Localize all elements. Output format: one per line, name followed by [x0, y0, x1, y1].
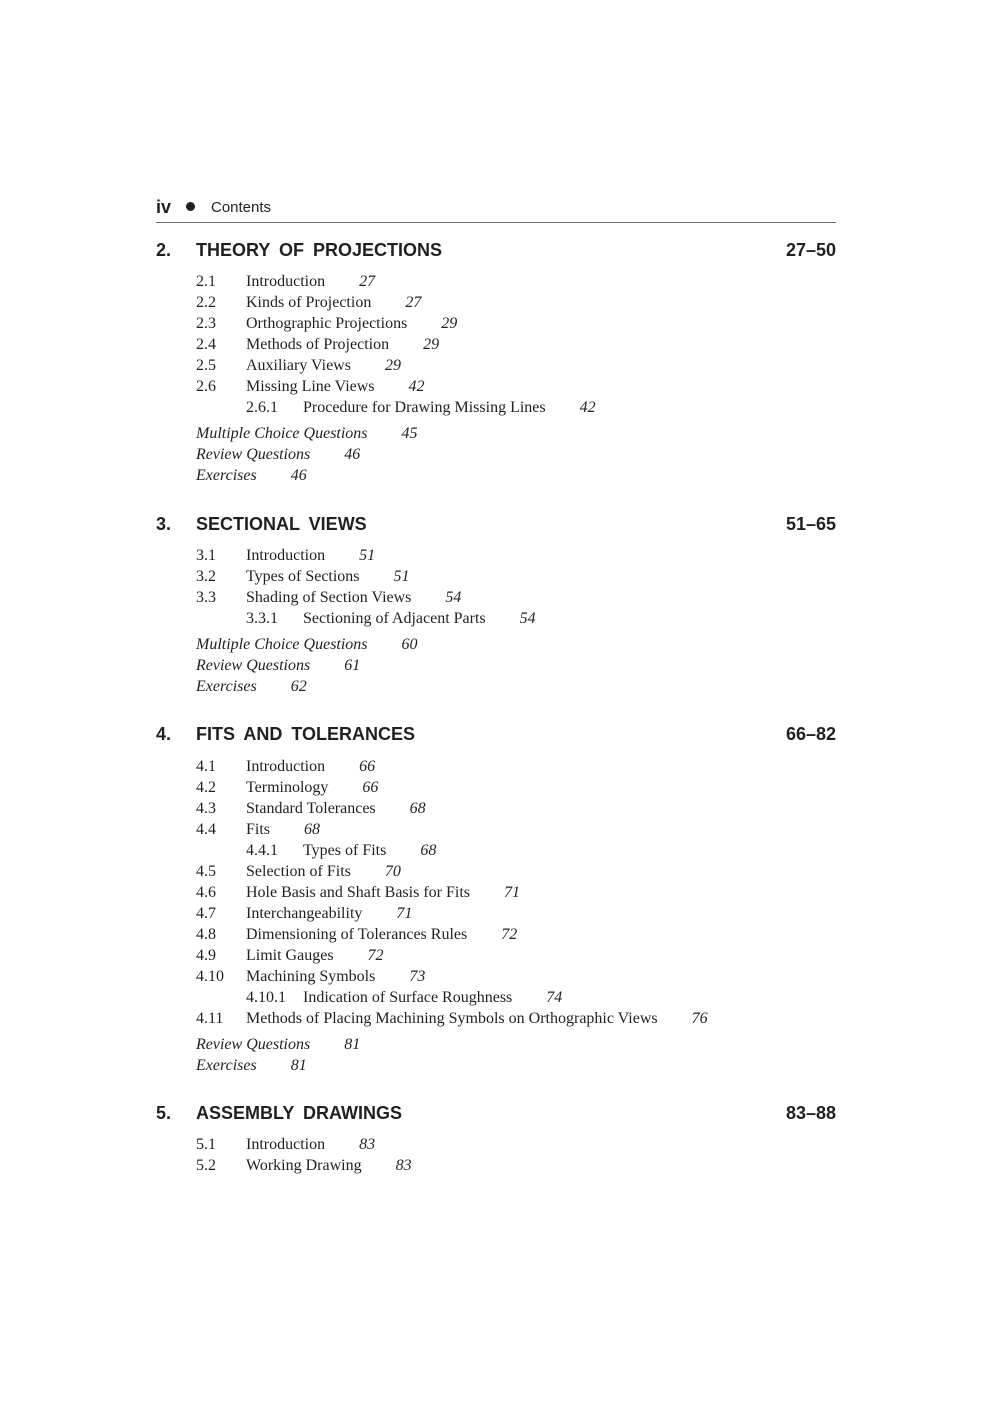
chapter-heading — [156, 723, 836, 745]
section-number: 3.1 — [196, 547, 216, 564]
section-page: 29 — [441, 315, 458, 332]
end-matter-title: Multiple Choice Questions — [196, 425, 368, 442]
end-matter-title: Review Questions — [196, 1036, 311, 1053]
section-title: Methods of Projection — [246, 336, 390, 353]
section-page: 72 — [367, 947, 384, 964]
end-matter-page: 46 — [344, 446, 361, 463]
subsection-number: 2.6.1 — [246, 399, 278, 416]
end-matter-title: Exercises — [196, 678, 257, 695]
subsection-number: 4.4.1 — [246, 842, 278, 859]
chapter-title: FITS AND TOLERANCES — [196, 724, 416, 744]
section-page: 68 — [304, 821, 321, 838]
section-title: Introduction — [246, 273, 326, 290]
section-title: Introduction — [246, 758, 326, 775]
section-number: 2.1 — [196, 273, 216, 290]
section-number: 2.6 — [196, 378, 216, 395]
section-number: 4.5 — [196, 863, 216, 880]
running-header — [156, 196, 836, 223]
section-title: Introduction — [246, 1136, 326, 1153]
subsection-title: Types of Fits — [303, 842, 387, 859]
section-title: Selection of Fits — [246, 863, 351, 880]
section-page: 70 — [384, 863, 401, 880]
section-number: 2.5 — [196, 357, 216, 374]
section-title: Interchangeability — [246, 905, 363, 922]
section-page: 76 — [691, 1010, 708, 1027]
section-title: Standard Tolerances — [246, 800, 376, 817]
section-page: 27 — [359, 273, 376, 290]
section-title: Kinds of Projection — [246, 294, 372, 311]
section-page: 66 — [362, 779, 379, 796]
section-page: 68 — [409, 800, 426, 817]
chapter-title: THEORY OF PROJECTIONS — [196, 240, 443, 260]
end-matter-page: 60 — [401, 636, 418, 653]
end-matter-title: Review Questions — [196, 446, 311, 463]
chapter-page-range: 83–88 — [785, 1103, 836, 1123]
chapter-number: 2. — [156, 240, 172, 260]
chapter-page-range: 51–65 — [785, 514, 836, 534]
end-matter-page: 61 — [344, 657, 361, 674]
section-number: 4.4 — [196, 821, 216, 838]
section-title: Fits — [246, 821, 271, 838]
running-title: Contents — [211, 199, 272, 216]
section-page: 29 — [423, 336, 440, 353]
subsection-page: 74 — [546, 989, 563, 1006]
subsection-title: Procedure for Drawing Missing Lines — [303, 399, 546, 416]
subsection-title: Indication of Surface Roughness — [303, 989, 513, 1006]
chapter-page-range: 27–50 — [785, 240, 836, 260]
section-number: 5.2 — [196, 1157, 216, 1174]
section-number: 4.2 — [196, 779, 216, 796]
section-number: 4.3 — [196, 800, 216, 817]
section-title: Types of Sections — [246, 568, 360, 585]
section-page: 54 — [445, 589, 462, 606]
end-matter-page: 62 — [290, 678, 307, 695]
section-number: 3.2 — [196, 568, 216, 585]
section-page: 83 — [395, 1157, 412, 1174]
section-number: 4.8 — [196, 926, 216, 943]
chapter-heading — [156, 239, 836, 261]
section-page: 83 — [359, 1136, 376, 1153]
end-matter-page: 81 — [290, 1057, 307, 1074]
section-page: 42 — [408, 378, 425, 395]
section-title: Working Drawing — [246, 1157, 362, 1174]
end-matter-title: Exercises — [196, 467, 257, 484]
section-number: 3.3 — [196, 589, 216, 606]
section-title: Hole Basis and Shaft Basis for Fits — [246, 884, 470, 901]
section-page: 51 — [393, 568, 410, 585]
section-number: 4.11 — [196, 1010, 224, 1027]
end-matter-title: Review Questions — [196, 657, 311, 674]
section-title: Methods of Placing Machining Symbols on Orthographic Views — [246, 1010, 658, 1027]
chapter-page-range: 66–82 — [785, 724, 836, 744]
section-number: 2.4 — [196, 336, 216, 353]
section-title: Orthographic Projections — [246, 315, 408, 332]
bullet-icon — [186, 202, 195, 211]
chapter-title: ASSEMBLY DRAWINGS — [196, 1103, 403, 1123]
section-title: Terminology — [246, 779, 329, 796]
section-title: Introduction — [246, 547, 326, 564]
subsection-page: 54 — [519, 610, 536, 627]
page-number: iv — [156, 197, 172, 217]
section-number: 4.6 — [196, 884, 216, 901]
section-number: 4.10 — [196, 968, 224, 985]
section-number: 4.1 — [196, 758, 216, 775]
subsection-number: 4.10.1 — [246, 989, 286, 1006]
section-number: 4.9 — [196, 947, 216, 964]
section-page: 73 — [409, 968, 426, 985]
section-number: 2.3 — [196, 315, 216, 332]
section-page: 51 — [359, 547, 376, 564]
chapter-number: 5. — [156, 1103, 172, 1123]
section-title: Dimensioning of Tolerances Rules — [246, 926, 468, 943]
subsection-page: 68 — [420, 842, 437, 859]
section-title: Shading of Section Views — [246, 589, 412, 606]
section-page: 27 — [405, 294, 422, 311]
chapter-heading — [156, 1102, 836, 1124]
section-title: Limit Gauges — [246, 947, 334, 964]
subsection-page: 42 — [579, 399, 596, 416]
end-matter-page: 45 — [401, 425, 418, 442]
chapter-number: 3. — [156, 514, 172, 534]
section-title: Auxiliary Views — [246, 357, 351, 374]
end-matter-title: Multiple Choice Questions — [196, 636, 368, 653]
section-page: 71 — [504, 884, 520, 901]
section-title: Machining Symbols — [246, 968, 376, 985]
section-number: 5.1 — [196, 1136, 216, 1153]
section-page: 72 — [501, 926, 518, 943]
chapter-number: 4. — [156, 724, 172, 744]
subsection-title: Sectioning of Adjacent Parts — [303, 610, 486, 627]
subsection-number: 3.3.1 — [246, 610, 278, 627]
section-page: 66 — [359, 758, 376, 775]
section-page: 71 — [396, 905, 413, 922]
section-page: 29 — [384, 357, 401, 374]
end-matter-title: Exercises — [196, 1057, 257, 1074]
chapter-heading — [156, 513, 836, 535]
end-matter-page: 81 — [344, 1036, 361, 1053]
chapter-title: SECTIONAL VIEWS — [196, 514, 367, 534]
section-number: 4.7 — [196, 905, 216, 922]
section-number: 2.2 — [196, 294, 216, 311]
section-title: Missing Line Views — [246, 378, 375, 395]
end-matter-page: 46 — [290, 467, 307, 484]
